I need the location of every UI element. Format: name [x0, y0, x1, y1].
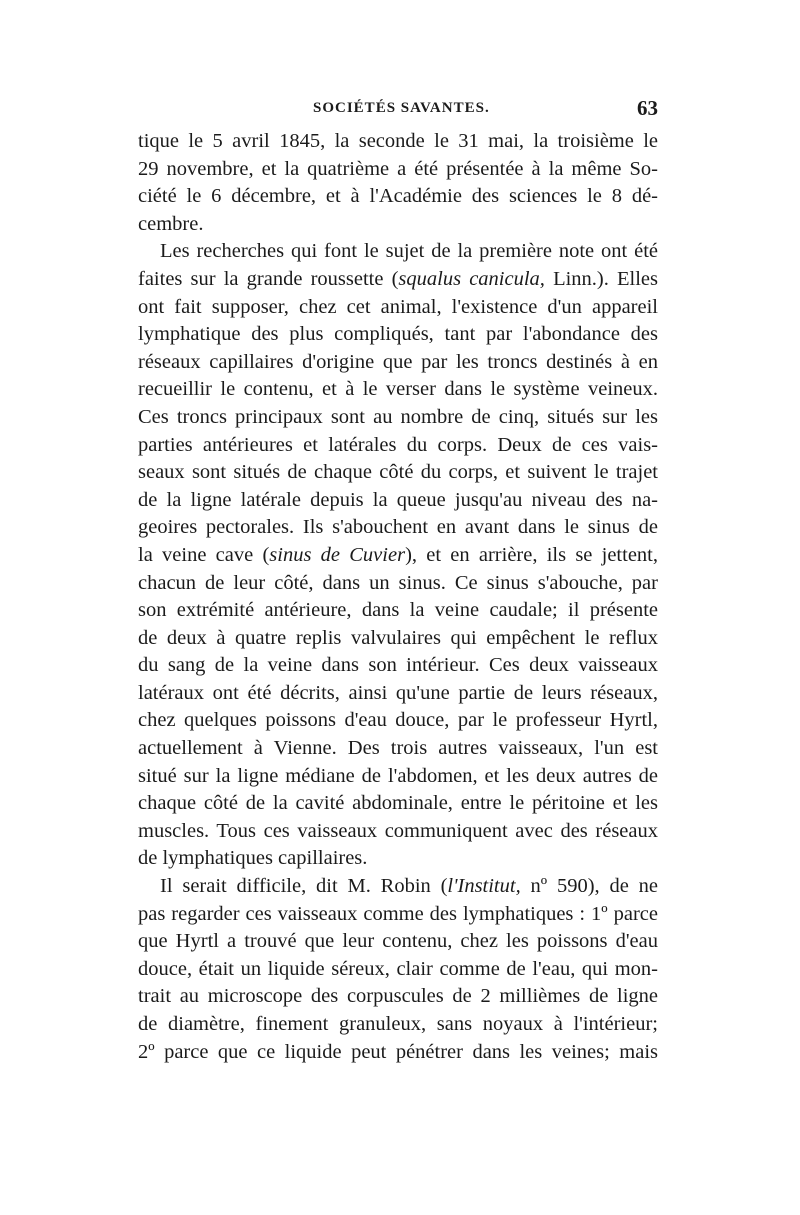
body-text [138, 128, 658, 1066]
text-line: 2º parce que ce liquide peut pénétrer dans les veines; mais [138, 1040, 658, 1063]
text-line: Ces troncs principaux sont au nombre de cinq, situés sur les [138, 405, 658, 428]
text-line: 29 novembre, et la quatrième a été présentée à la même So- [138, 157, 658, 180]
text-line: que Hyrtl a trouvé que leur contenu, chez les poissons d'eau [138, 930, 658, 953]
text-line [138, 873, 658, 901]
text-line: de lymphatiques capillaires. [138, 847, 368, 870]
text-run: nº 590), de ne [520, 875, 658, 898]
text-line: ont fait supposer, chez cet animal, l'existence d'un appareil [138, 295, 658, 318]
text-line [138, 266, 658, 294]
text-line: de deux à quatre replis valvulaires qui empêchent le reflux [138, 626, 658, 649]
text-line: de la ligne latérale depuis la queue jusqu'au niveau des na- [138, 488, 658, 511]
text-run: Il serait difficile, dit M. Robin ( [160, 875, 448, 898]
italic-term: squalus canicula, [398, 267, 545, 290]
text-line: ciété le 6 décembre, et à l'Académie des sciences le 8 dé- [138, 185, 658, 208]
text-line: tique le 5 avril 1845, la seconde le 31 mai, la troisième le [138, 130, 658, 152]
running-title: SOCIÉTÉS SAVANTES. [313, 100, 490, 116]
text-run: ), et en arrière, ils se jettent, [405, 543, 658, 566]
text-line: pas regarder ces vaisseaux comme des lymphatiques : 1º parce [138, 902, 658, 925]
text-line: cembre. [138, 212, 204, 235]
text-line: recueillir le contenu, et à le verser dans le système veineux. [138, 378, 658, 401]
text-run: la veine cave ( [138, 543, 270, 566]
page-number: 63 [637, 96, 658, 120]
italic-term: sinus de Cuvier [269, 543, 406, 566]
text-line: muscles. Tous ces vaisseaux communiquent avec des réseaux [138, 819, 658, 842]
italic-term: l'Institut, [447, 875, 521, 898]
text-run: Linn.). Elles [544, 267, 658, 290]
text-line: chacun de leur côté, dans un sinus. Ce sinus s'abouche, par [138, 571, 658, 594]
text-line: de diamètre, finement granuleux, sans noyaux à l'intérieur; [138, 1013, 658, 1035]
text-line: Les recherches qui font le sujet de la première note ont été [160, 240, 658, 263]
text-line: trait au microscope des corpuscules de 2 millièmes de ligne [138, 985, 658, 1008]
text-line: latéraux ont été décrits, ainsi qu'une partie de leurs réseaux, [138, 681, 658, 704]
text-line: chaque côté de la cavité abdominale, entre le péritoine et les [138, 792, 658, 815]
text-line: seaux sont situés de chaque côté du corps, et suivent le trajet [138, 461, 658, 484]
text-line: douce, était un liquide séreux, clair comme de l'eau, qui mon- [138, 957, 658, 980]
text-line: lymphatique des plus compliqués, tant par l'abondance des [138, 323, 658, 346]
running-head [138, 96, 658, 124]
text-line: réseaux capillaires d'origine que par les troncs destinés à en [138, 350, 658, 373]
text-line: chez quelques poissons d'eau douce, par le professeur Hyrtl, [138, 709, 658, 732]
text-line: parties antérieures et latérales du corps. Deux de ces vais- [138, 433, 658, 456]
text-line: du sang de la veine dans son intérieur. Ces deux vaisseaux [138, 654, 658, 677]
text-line: geoires pectorales. Ils s'abouchent en avant dans le sinus de [138, 516, 658, 539]
text-line [138, 542, 658, 570]
text-run: faites sur la grande roussette ( [138, 267, 399, 290]
text-line: actuellement à Vienne. Des trois autres vaisseaux, l'un est [138, 737, 658, 760]
text-line: situé sur la ligne médiane de l'abdomen, et les deux autres de [138, 764, 658, 787]
text-line: son extrémité antérieure, dans la veine caudale; il présente [138, 599, 658, 622]
